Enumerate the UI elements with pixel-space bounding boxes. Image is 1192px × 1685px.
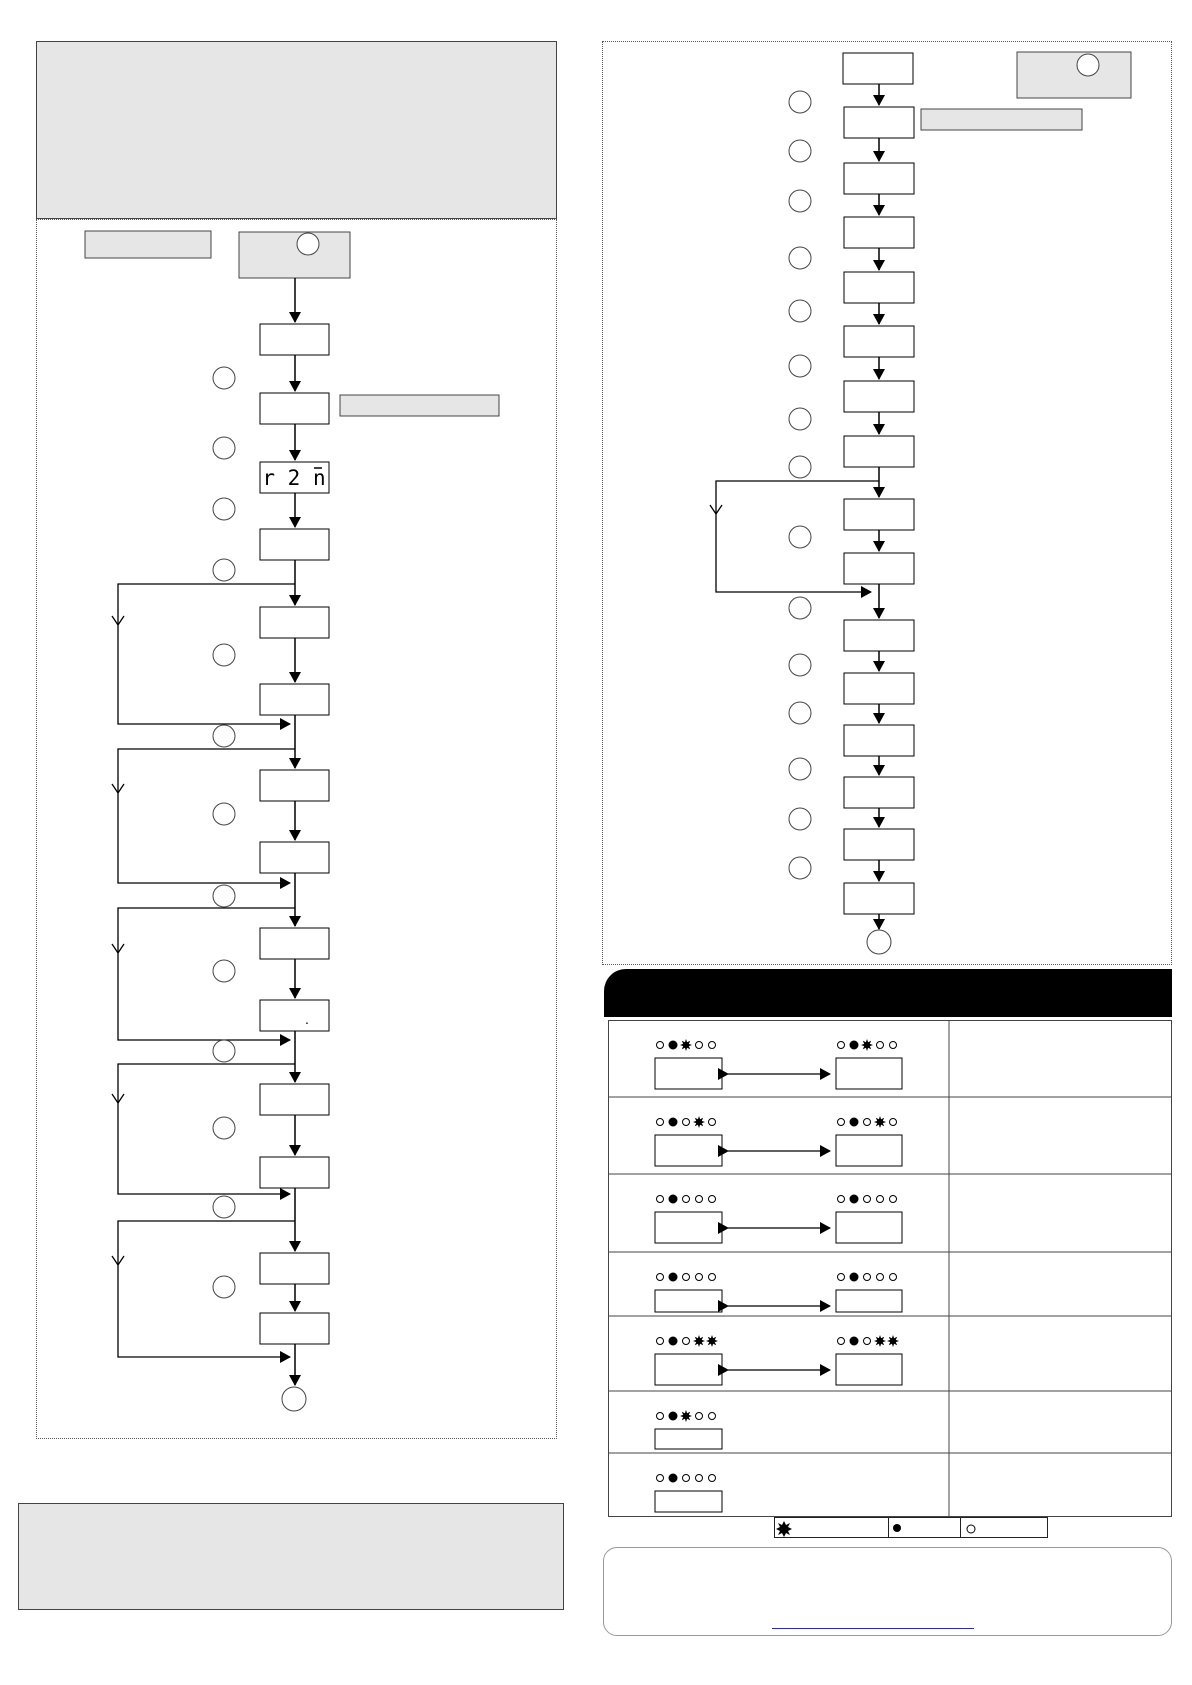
led-off-icon	[709, 1274, 716, 1281]
led-display-box	[655, 1429, 722, 1449]
led-off-icon	[683, 1119, 690, 1126]
flow-box	[844, 883, 914, 914]
led-display-box	[836, 1290, 902, 1312]
led-off-icon	[864, 1338, 871, 1345]
decimal-point: .	[305, 1011, 309, 1027]
legend-flashing-icon	[776, 1521, 792, 1537]
flow-box	[844, 272, 914, 303]
led-on-icon	[850, 1041, 858, 1049]
led-off-icon	[877, 1274, 884, 1281]
led-flashing-icon	[861, 1039, 873, 1051]
flow-box	[260, 393, 329, 424]
led-on-icon	[850, 1273, 858, 1281]
led-off-icon	[838, 1274, 845, 1281]
left-start-circle	[297, 233, 319, 255]
led-flashing-icon	[874, 1335, 886, 1347]
led-off-icon	[683, 1475, 690, 1482]
led-display-box	[836, 1058, 902, 1089]
flow-box	[843, 53, 913, 84]
flow-box	[844, 829, 914, 860]
flow-box	[844, 436, 914, 467]
right-start-box	[1017, 52, 1131, 98]
legend-off-icon	[967, 1525, 975, 1533]
led-off-icon	[657, 1042, 664, 1049]
led-on-icon	[850, 1195, 858, 1203]
led-off-icon	[657, 1196, 664, 1203]
flow-box	[260, 842, 329, 873]
led-off-icon	[709, 1413, 716, 1420]
led-flashing-icon	[874, 1116, 886, 1128]
led-off-icon	[890, 1119, 897, 1126]
led-flashing-icon	[706, 1335, 718, 1347]
led-flashing-icon	[693, 1335, 705, 1347]
left-side-label-box	[340, 395, 499, 416]
led-display-box	[655, 1058, 722, 1089]
legend-on-icon	[893, 1524, 901, 1532]
led-display-box	[655, 1491, 722, 1512]
led-off-icon	[657, 1338, 664, 1345]
led-off-icon	[709, 1042, 716, 1049]
led-display-box	[655, 1354, 722, 1385]
flow-box	[260, 770, 329, 801]
led-off-icon	[838, 1338, 845, 1345]
led-off-icon	[657, 1413, 664, 1420]
flow-box	[260, 684, 329, 715]
led-off-icon	[683, 1274, 690, 1281]
flow-box	[260, 1313, 329, 1344]
led-display-box	[836, 1212, 902, 1243]
legend-icons	[776, 1521, 975, 1537]
flow-box	[260, 928, 329, 959]
flow-box	[260, 1084, 329, 1115]
right-step-circles	[789, 91, 811, 879]
flow-box	[844, 217, 914, 248]
led-off-icon	[877, 1196, 884, 1203]
led-on-icon	[850, 1118, 858, 1126]
led-off-icon	[709, 1196, 716, 1203]
flow-box	[844, 620, 914, 651]
flow-box	[844, 163, 914, 194]
flow-box	[844, 673, 914, 704]
led-off-icon	[696, 1274, 703, 1281]
led-off-icon	[877, 1042, 884, 1049]
led-off-icon	[696, 1042, 703, 1049]
led-display-box	[836, 1135, 902, 1166]
right-side-label-box	[921, 109, 1082, 130]
flow-box	[844, 326, 914, 357]
led-off-icon	[838, 1119, 845, 1126]
led-on-icon	[669, 1195, 677, 1203]
led-on-icon	[850, 1337, 858, 1345]
flow-box	[844, 725, 914, 756]
flow-box	[844, 381, 914, 412]
segment-display-text: r 2 n	[262, 466, 326, 490]
led-off-icon	[696, 1196, 703, 1203]
flow-box	[844, 553, 914, 584]
led-off-icon	[838, 1042, 845, 1049]
led-off-icon	[709, 1475, 716, 1482]
led-on-icon	[669, 1041, 677, 1049]
flow-box	[260, 607, 329, 638]
flow-box	[260, 1157, 329, 1188]
led-display-box	[836, 1354, 902, 1385]
led-off-icon	[890, 1196, 897, 1203]
led-off-icon	[696, 1413, 703, 1420]
led-off-icon	[657, 1119, 664, 1126]
led-flashing-icon	[680, 1039, 692, 1051]
led-off-icon	[657, 1475, 664, 1482]
led-off-icon	[696, 1475, 703, 1482]
led-flashing-icon	[693, 1116, 705, 1128]
flow-box	[260, 1000, 329, 1031]
right-start-circle	[1077, 54, 1099, 76]
left-step-circles	[213, 367, 235, 1298]
flow-box	[844, 777, 914, 808]
led-off-icon	[657, 1274, 664, 1281]
right-end-circle	[867, 930, 891, 954]
left-end-circle	[282, 1387, 306, 1411]
led-on-icon	[669, 1412, 677, 1420]
led-on-icon	[669, 1118, 677, 1126]
led-display-box	[655, 1135, 722, 1166]
flow-box	[260, 529, 329, 560]
led-off-icon	[709, 1119, 716, 1126]
left-start-box	[239, 232, 350, 278]
flow-box	[844, 499, 914, 530]
led-off-icon	[864, 1274, 871, 1281]
led-off-icon	[838, 1196, 845, 1203]
flow-box	[260, 1253, 329, 1284]
led-off-icon	[683, 1338, 690, 1345]
led-display-box	[655, 1290, 722, 1312]
led-on-icon	[669, 1474, 677, 1482]
left-label-box	[85, 231, 211, 258]
flow-box	[260, 324, 329, 355]
led-on-icon	[669, 1273, 677, 1281]
led-off-icon	[683, 1196, 690, 1203]
led-display-box	[655, 1212, 722, 1243]
led-off-icon	[864, 1119, 871, 1126]
led-off-icon	[864, 1196, 871, 1203]
flow-box	[844, 107, 914, 138]
led-on-icon	[669, 1337, 677, 1345]
led-off-icon	[890, 1274, 897, 1281]
led-flashing-icon	[887, 1335, 899, 1347]
led-flashing-icon	[680, 1410, 692, 1422]
led-off-icon	[890, 1042, 897, 1049]
